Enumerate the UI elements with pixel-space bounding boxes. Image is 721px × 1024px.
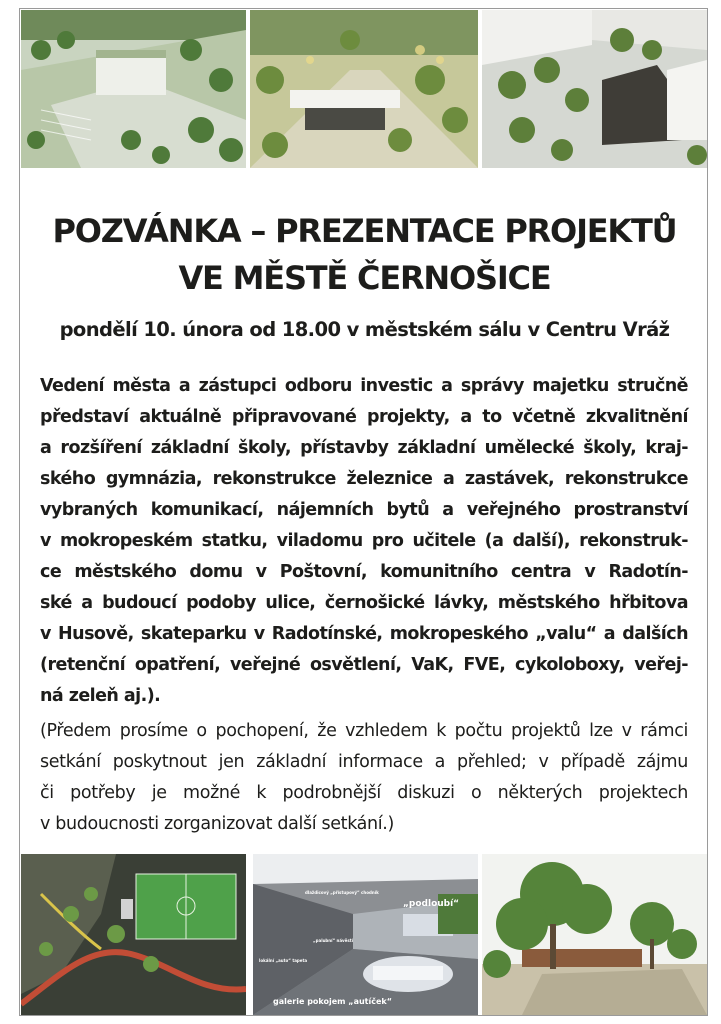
note-line: v budoucnosti zorganizovat další setkání.) (40, 814, 394, 834)
skatepark-site-plan-image (21, 854, 246, 1015)
underpass-gallery-rendering-image (253, 854, 478, 1015)
body-line: v mokropeském statku, viladomu pro učitele (a další), rekonstruk- (40, 531, 688, 551)
invitation-page (19, 8, 708, 1016)
label-small-3: „palubní“ návěstí (313, 938, 354, 943)
park-pavilion-rendering-image (482, 854, 707, 1015)
body-line: ské a budoucí podoby ulice, černošické lávky, městského hřbitova (40, 593, 688, 613)
label-galerie: galerie pokojem „autíček“ (273, 997, 392, 1006)
body-line: představí aktuálně připravované projekty, a to včetně zkvalitnění (40, 407, 688, 427)
label-small-1: dlaždicový „přístupový“ chodník (305, 890, 379, 895)
body-line: Vedení města a zástupci odboru investic a správy majetku stručně (40, 376, 688, 396)
label-podlobi: „podloubí“ (403, 899, 460, 909)
note-line: (Předem prosíme o pochopení, že vzhledem k počtu projektů lze v rámci (40, 721, 688, 741)
note-line: či potřeby je možné k podrobnější diskuzi o některých projektech (40, 783, 688, 803)
body-line: v Husově, skateparku v Radotínské, mokropeského „valu“ a dalších (40, 624, 688, 644)
body-line: ce městského domu v Poštovní, komunitního centra v Radotín- (40, 562, 688, 582)
title-line-1: POZVÁNKA – PREZENTACE PROJEKTŮ (52, 212, 677, 250)
body-line: vybraných komunikací, nájemních bytů a veřejného prostranství (40, 500, 688, 520)
body-line: a rozšíření základní školy, přístavby základní umělecké školy, kraj- (40, 438, 688, 458)
body-line: ná zeleň aj.). (40, 686, 161, 706)
body-line: (retenční opatření, veřejné osvětlení, VaK, FVE, cykoloboxy, veřej- (40, 655, 688, 675)
garden-pavilion-rendering-image (250, 10, 478, 168)
farmstead-courtyard-rendering-image (482, 10, 707, 168)
event-subtitle: pondělí 10. února od 18.00 v městském sálu v Centru Vráž (59, 318, 670, 341)
title-line-2: VE MĚSTĚ ČERNOŠICE (178, 259, 551, 297)
note-line: setkání poskytnout jen základní informace a přehled; v případě zájmu (40, 752, 688, 772)
body-line: ského gymnázia, rekonstrukce železnice a zastávek, rekonstrukce (40, 469, 688, 489)
label-small-2: lokální „auto“ tapeta (259, 958, 308, 963)
school-aerial-rendering-image (21, 10, 246, 168)
